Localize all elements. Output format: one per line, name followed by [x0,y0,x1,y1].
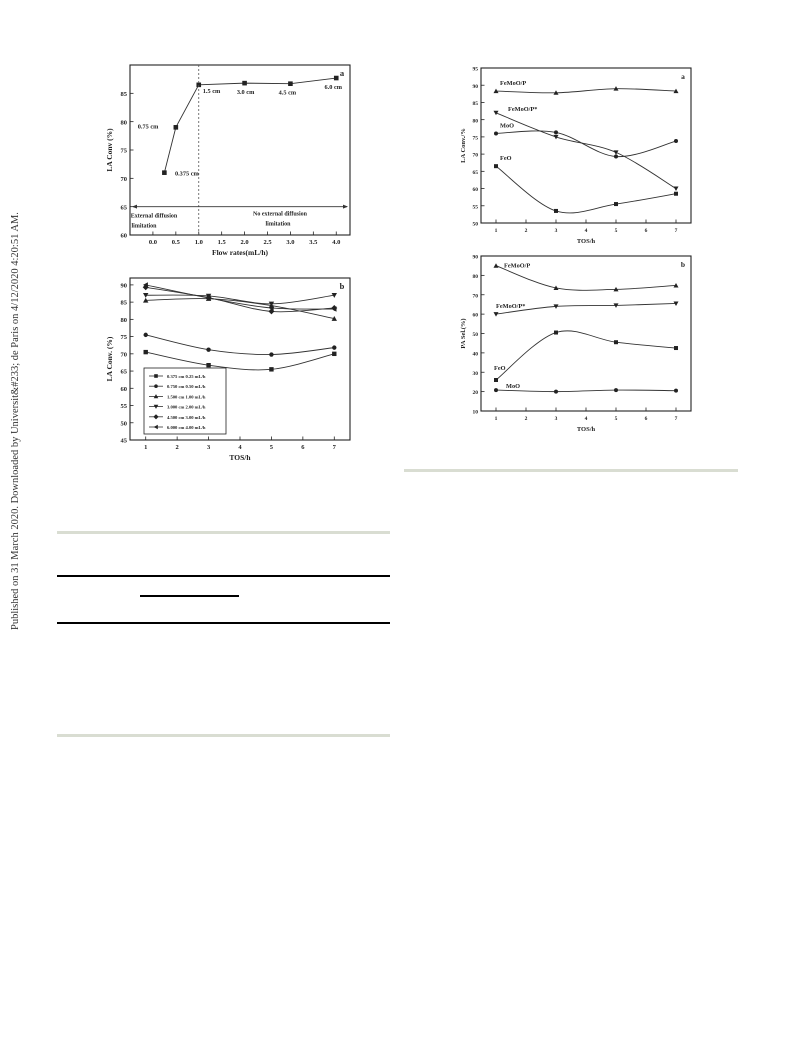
data-point [674,139,678,143]
y-tick-label: 85 [472,101,478,108]
y-tick-label: 55 [472,204,478,211]
y-tick-label: 90 [472,83,478,90]
legend-label: 3.000 cm 2.00 mL/h [167,404,206,410]
y-tick-label: 50 [472,332,478,339]
x-tick-label: 6 [644,416,648,422]
data-point [614,340,618,344]
x-tick-label: 2 [175,444,179,451]
data-point [332,345,336,349]
data-point [554,331,558,335]
y-tick-label: 45 [120,437,127,445]
x-tick-label: 2.0 [240,239,249,246]
y-axis-label: LA Conv (%) [105,128,114,172]
point-label: 1.5 cm [202,87,221,95]
x-tick-label: 6 [301,444,305,451]
y-tick-label: 60 [120,385,127,393]
y-tick-label: 55 [120,403,127,411]
legend-label: 4.500 cm 3.00 mL/h [167,414,206,420]
region-right-label-line1: No external diffusion [253,211,307,218]
y-tick-label: 30 [472,370,478,377]
y-axis-label: PA Sel.(%) [460,318,467,349]
data-point [242,81,247,86]
data-point [269,367,273,371]
y-tick-label: 10 [472,409,478,416]
y-tick-label: 75 [472,135,478,142]
data-point [174,125,179,130]
y-tick-label: 85 [120,90,127,98]
y-tick-label: 70 [120,175,127,183]
data-point [494,131,498,135]
x-tick-label: 0.0 [148,239,157,246]
y-tick-label: 65 [120,204,127,212]
data-point [614,202,618,206]
data-point [144,333,148,337]
chart-flow-rate-svg [100,55,370,265]
x-tick-label: 4 [584,228,588,234]
chart-catalyst-selectivity-svg [455,250,700,435]
series-label: FeMoO/P [500,80,527,88]
data-point [269,352,273,356]
region-left-label-line2: limitation [131,223,157,230]
legend-marker [154,374,158,378]
y-tick-label: 75 [120,147,127,155]
x-axis-label: TOS/h [576,426,596,433]
x-tick-label: 1.0 [194,239,203,246]
y-tick-label: 80 [472,118,478,125]
x-tick-label: 3.0 [286,239,295,246]
divider-table-bottom [57,734,390,737]
x-tick-label: 5 [614,228,618,234]
x-tick-label: 7 [332,444,336,451]
x-tick-label: 3 [554,228,558,234]
y-tick-label: 90 [472,254,478,261]
x-axis-label: Flow rates(mL/h) [211,248,269,257]
y-tick-label: 65 [472,169,478,176]
panel-label: a [681,72,685,81]
x-tick-label: 3.5 [309,239,318,246]
data-point [554,209,558,213]
chart-catalyst-conversion [455,62,700,247]
data-point [554,130,558,134]
x-tick-label: 4.0 [332,239,341,246]
x-tick-label: 5 [269,444,274,451]
data-point [674,192,678,196]
y-tick-label: 40 [472,351,478,358]
data-point [288,81,293,86]
legend-label: 1.500 cm 1.00 mL/h [167,394,206,400]
table-header-rule [57,622,390,624]
series-label: FeMoO/P* [508,105,538,113]
chart-tos-conversion-svg [100,270,370,480]
y-tick-label: 75 [120,334,127,342]
y-tick-label: 70 [472,293,478,300]
x-axis-label: TOS/h [229,453,251,462]
series-label: MoO [506,383,520,391]
legend-label: 0.750 cm 0.50 mL/h [167,384,206,390]
chart-catalyst-selectivity [455,250,700,435]
series-label: MoO [500,122,514,130]
series-label: FeO [500,155,512,163]
data-point [614,155,618,159]
chart-flow-rate [100,55,370,265]
point-label: 0.75 cm [137,123,159,131]
y-tick-label: 60 [472,312,478,319]
y-axis-label: LA Conv. (%) [105,336,114,382]
series-label: FeMoO/P [504,262,531,270]
y-tick-label: 95 [472,66,478,73]
x-tick-label: 2.5 [263,239,272,246]
panel-label: a [339,68,345,78]
region-left-label-line1: External diffusion [130,213,178,220]
x-tick-label: 3 [554,416,558,422]
publication-notice [3,200,27,630]
x-tick-label: 7 [674,416,678,422]
data-point [334,76,339,81]
series-label: FeMoO/P* [496,303,526,311]
x-tick-label: 3 [206,444,211,451]
panel-label: b [680,260,686,269]
y-tick-label: 50 [472,221,478,228]
y-axis-label: LA Conv./% [460,128,467,163]
point-label: 4.5 cm [278,89,297,97]
chart-tos-conversion [100,270,370,480]
y-tick-label: 70 [472,152,478,159]
y-tick-label: 90 [120,282,127,290]
y-tick-label: 80 [472,273,478,280]
table-header-underline [140,595,239,597]
x-tick-label: 4 [238,444,242,451]
panel-label: b [339,281,345,291]
data-point [494,164,498,168]
point-label: 6.0 cm [324,84,342,92]
y-tick-label: 80 [120,119,127,127]
x-tick-label: 4 [584,416,588,422]
y-tick-label: 60 [120,232,127,240]
series-label: FeO [494,365,506,372]
y-tick-label: 70 [120,351,127,359]
divider-table-top [57,531,390,534]
region-right-label-line2: limitation [265,221,291,228]
data-point [332,352,336,356]
y-tick-label: 60 [472,187,478,194]
x-axis-label: TOS/h [576,238,596,245]
y-tick-label: 50 [120,420,127,428]
legend-label: 0.375 cm 0.25 mL/h [167,374,206,379]
y-tick-label: 85 [120,299,127,307]
data-point [206,363,210,367]
x-tick-label: 1 [494,416,498,422]
x-tick-label: 6 [644,228,648,234]
data-point [494,378,498,382]
y-tick-label: 80 [120,316,127,324]
point-label: 0.375 cm [174,170,199,178]
x-tick-label: 1 [144,444,148,451]
data-point [614,388,618,392]
x-tick-label: 2 [524,416,528,422]
data-point [206,347,210,351]
table-top-rule [57,575,390,577]
y-tick-label: 20 [472,390,478,397]
x-tick-label: 1.5 [217,239,226,246]
divider-right [404,469,738,472]
data-point [674,346,678,350]
data-point [494,388,498,392]
x-tick-label: 1 [494,228,498,234]
x-tick-label: 0.5 [171,239,180,246]
data-point [554,390,558,394]
data-point [144,350,148,354]
chart-catalyst-conversion-svg [455,62,700,247]
x-tick-label: 5 [614,416,618,422]
data-point [674,389,678,393]
x-tick-label: 7 [674,228,678,234]
data-point [162,170,167,175]
publication-notice-text: Published on 31 March 2020. Downloaded by Universit&#233; de Paris on 4/12/2020 4:20:51 AM. [10,212,21,630]
point-label: 3.0 cm [236,89,255,97]
legend-marker [154,384,158,388]
legend-label: 6.000 cm 4.00 mL/h [167,425,206,430]
x-tick-label: 2 [524,228,528,234]
y-tick-label: 65 [120,368,127,376]
